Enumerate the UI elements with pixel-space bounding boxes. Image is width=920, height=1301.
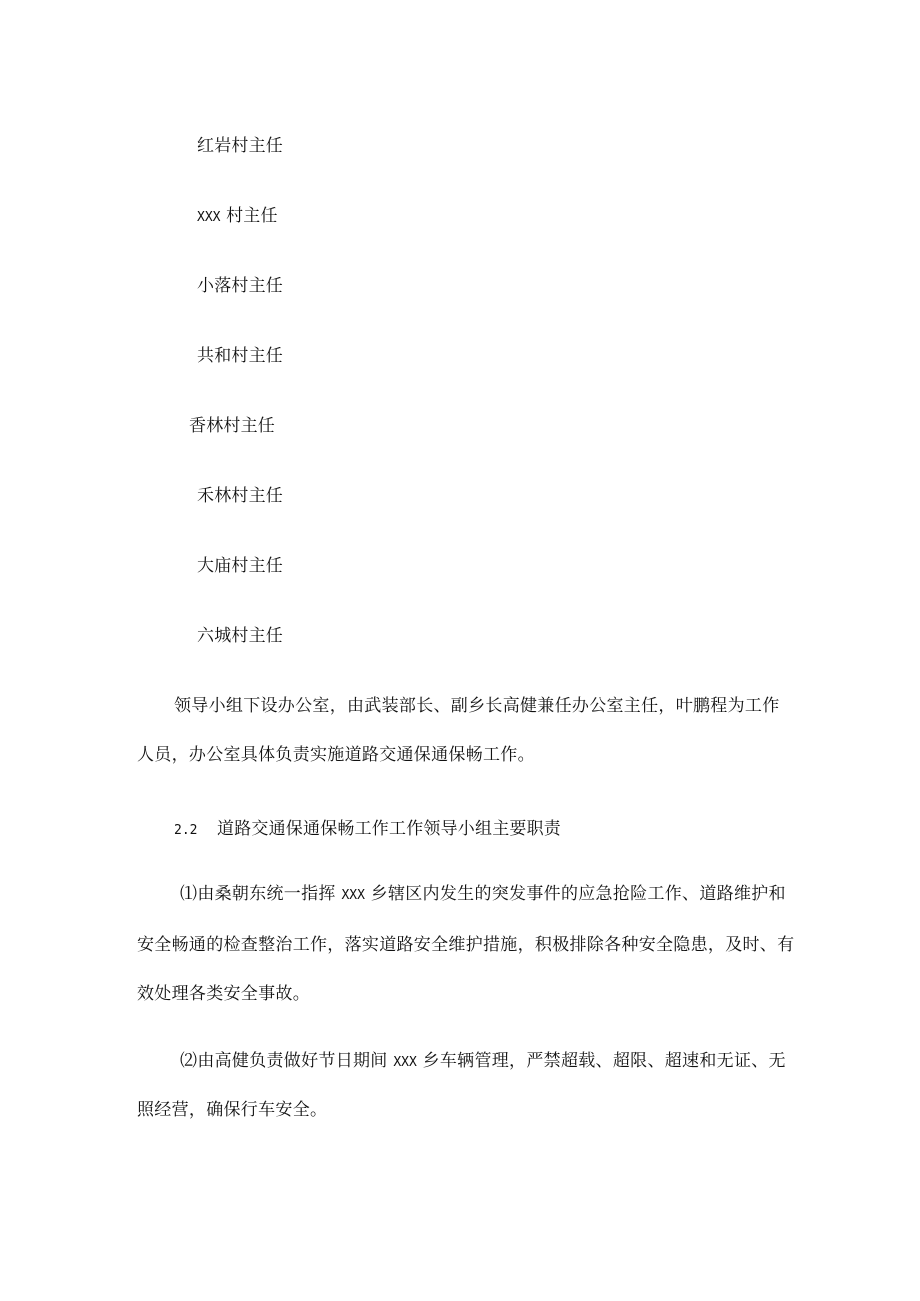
paragraph-line: 人员，办公室具体负责实施道路交通保通保畅工作。 — [137, 745, 535, 765]
section-title: 道路交通保通保畅工作工作领导小组主要职责 — [217, 819, 561, 839]
duty-code: XXX — [341, 888, 365, 903]
member-item-label: 村主任 — [220, 206, 278, 226]
member-item-code: XXX — [197, 210, 221, 225]
member-item: 小落村主任 — [197, 276, 283, 296]
section-number: 2.2 — [174, 823, 198, 838]
list-marker: ⑴ — [180, 884, 198, 904]
paragraph-line: 照经营，确保行车安全。 — [137, 1100, 328, 1120]
member-item: 大庙村主任 — [197, 556, 283, 576]
paragraph-line: 安全畅通的检查整治工作，落实道路安全维护措施，积极排除各种安全隐患，及时、有 — [137, 935, 795, 955]
member-item: 香林村主任 — [189, 416, 275, 436]
list-marker: ⑵ — [180, 1051, 198, 1071]
paragraph-line: 领导小组下设办公室，由武装部长、副乡长高健兼任办公室主任，叶鹏程为工作 — [174, 696, 780, 716]
duty-text: 由桑朝东统一指挥 — [197, 884, 336, 904]
paragraph-line — [180, 882, 786, 908]
member-item — [197, 204, 278, 230]
duty-text: 由高健负责做好节日期间 — [197, 1051, 388, 1071]
duty-code: XXX — [393, 1055, 417, 1070]
duty-text: 乡辖区内发生的突发事件的应急抢险工作、道路维护和 — [370, 884, 786, 904]
member-item: 红岩村主任 — [197, 136, 283, 156]
duty-text: 乡车辆管理，严禁超载、超限、超速和无证、无 — [422, 1051, 786, 1071]
member-item: 六城村主任 — [197, 626, 283, 646]
member-item: 禾林村主任 — [197, 486, 283, 506]
member-item: 共和村主任 — [197, 346, 283, 366]
paragraph-line — [180, 1049, 786, 1075]
paragraph-line: 效处理各类安全事故。 — [137, 984, 310, 1004]
